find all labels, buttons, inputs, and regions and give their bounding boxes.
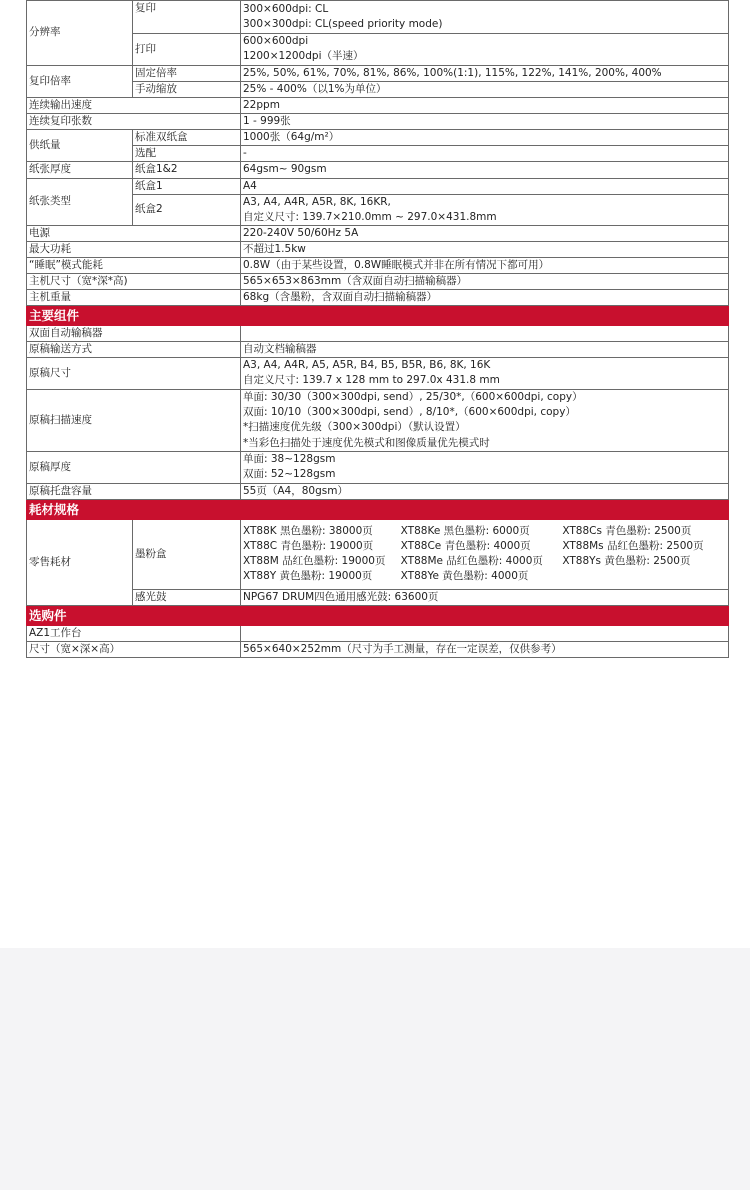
resolution-row-print <box>27 34 729 66</box>
spec-sheet <box>26 0 728 658</box>
toner-item: XT88M 品红色墨粉: 19000页 <box>243 555 386 568</box>
paper-type-label: 纸张类型 <box>27 178 133 226</box>
duplex-feeder-row <box>27 326 729 342</box>
scan-speed-value-3: *扫描速度优先级（300×300dpi）（默认设置） <box>243 421 466 434</box>
feed-method-row <box>27 342 729 358</box>
drum-label: 感光鼓 <box>133 589 241 605</box>
output-speed-label: 连续输出速度 <box>27 97 241 113</box>
resolution-copy-value-2: 300×300dpi: CL(speed priority mode) <box>243 18 443 30</box>
magnification-manual-label: 手动缩放 <box>133 81 241 97</box>
feed-method-label: 原稿输送方式 <box>27 342 241 358</box>
toner-item: XT88K 黑色墨粉: 38000页 <box>243 524 373 537</box>
resolution-print-value-2: 1200×1200dpi（半速） <box>243 50 364 63</box>
resolution-copy-label: 复印 <box>133 1 241 34</box>
paper-type-row-tray1 <box>27 178 729 194</box>
sleep-power-label: “睡眠”模式能耗 <box>27 258 241 274</box>
max-power-value: 不超过1.5kw <box>241 242 729 258</box>
toner-line <box>243 524 726 539</box>
paper-type-tray1-value: A4 <box>241 178 729 194</box>
paper-supply-standard-label: 标准双纸盒 <box>133 129 241 145</box>
paper-thickness-row <box>27 161 729 178</box>
resolution-print-label: 打印 <box>133 34 241 66</box>
weight-value: 68kg（含墨粉，含双面自动扫描输稿器） <box>241 290 729 306</box>
toner-item: XT88Y 黄色墨粉: 19000页 <box>243 570 373 583</box>
stand-label: AZ1工作台 <box>27 625 241 641</box>
paper-supply-standard-value: 1000张（64g/m²） <box>241 129 729 145</box>
paper-thickness-label: 纸张厚度 <box>27 161 133 178</box>
original-thickness-value-1: 单面: 38~128gsm <box>243 452 336 465</box>
paper-supply-label: 供纸量 <box>27 129 133 161</box>
toner-line <box>243 539 726 554</box>
resolution-print-value-1: 600×600dpi <box>243 35 309 47</box>
stand-row <box>27 625 729 641</box>
section-main-components <box>27 306 729 326</box>
toner-item <box>562 569 726 584</box>
original-size-values <box>241 358 729 390</box>
stand-size-row <box>27 641 729 657</box>
stand-size-value: 565×640×252mm（尺寸为手工测量，存在一定误差，仅供参考） <box>241 641 729 657</box>
drum-value: NPG67 DRUM四色通用感光鼓: 63600页 <box>241 589 729 605</box>
paper-thickness-sub-label: 纸盒1&2 <box>133 161 241 178</box>
resolution-label: 分辨率 <box>27 1 133 66</box>
max-power-row <box>27 242 729 258</box>
output-speed-row <box>27 97 729 113</box>
resolution-row-copy <box>27 1 729 34</box>
paper-supply-row-option <box>27 145 729 161</box>
max-power-label: 最大功耗 <box>27 242 241 258</box>
toner-item: XT88Ys 黄色墨粉: 2500页 <box>562 555 691 568</box>
toner-values <box>241 519 729 589</box>
magnification-label: 复印倍率 <box>27 65 133 97</box>
toner-item: XT88Ke 黑色墨粉: 6000页 <box>400 524 530 537</box>
continuous-copies-value: 1 - 999张 <box>241 113 729 129</box>
paper-type-row-tray2 <box>27 194 729 226</box>
feed-method-value: 自动文档输稿器 <box>241 342 729 358</box>
section-options <box>27 605 729 625</box>
dimensions-value: 565×653×863mm（含双面自动扫描输稿器） <box>241 274 729 290</box>
scan-speed-value-2: 双面: 10/10（300×300dpi, send）, 8/10*,（600×600dpi, copy） <box>243 406 576 419</box>
paper-type-tray1-label: 纸盒1 <box>133 178 241 194</box>
weight-row <box>27 290 729 306</box>
original-size-label: 原稿尺寸 <box>27 358 241 390</box>
magnification-row-manual <box>27 81 729 97</box>
scan-speed-value-1: 单面: 30/30（300×300dpi, send）, 25/30*,（600×600dpi, copy） <box>243 390 583 403</box>
toner-item: XT88Ye 黄色墨粉: 4000页 <box>400 570 529 583</box>
sleep-power-value: 0.8W（由于某些设置，0.8W睡眠模式并非在所有情况下都可用） <box>241 258 729 274</box>
paper-type-tray2-values <box>241 194 729 226</box>
power-value: 220-240V 50/60Hz 5A <box>241 226 729 242</box>
resolution-copy-values <box>241 1 729 34</box>
dimensions-row <box>27 274 729 290</box>
footer-background <box>0 948 750 1190</box>
toner-label: 墨粉盒 <box>133 519 241 589</box>
original-thickness-values <box>241 451 729 483</box>
dimensions-label: 主机尺寸（宽*深*高) <box>27 274 241 290</box>
scan-speed-label: 原稿扫描速度 <box>27 389 241 451</box>
original-thickness-value-2: 双面: 52~128gsm <box>243 468 336 481</box>
original-size-value-2: 自定义尺寸: 139.7 x 128 mm to 297.0x 431.8 mm <box>243 374 500 387</box>
toner-line <box>243 569 726 584</box>
paper-supply-option-label: 选配 <box>133 145 241 161</box>
spec-table <box>26 0 729 658</box>
toner-line <box>243 554 726 569</box>
section-main-components-title: 主要组件 <box>27 306 729 326</box>
section-consumables-title: 耗材规格 <box>27 499 729 519</box>
original-thickness-label: 原稿厚度 <box>27 451 241 483</box>
toner-item: XT88Ce 青色墨粉: 4000页 <box>400 539 531 552</box>
magnification-row-fixed <box>27 65 729 81</box>
resolution-copy-value-1: 300×600dpi: CL <box>243 2 329 15</box>
magnification-fixed-value: 25%, 50%, 61%, 70%, 81%, 86%, 100%(1:1), 115%, 122%, 141%, 200%, 400% <box>241 65 729 81</box>
weight-label: 主机重量 <box>27 290 241 306</box>
duplex-feeder-label: 双面自动输稿器 <box>27 326 241 342</box>
paper-supply-row-standard <box>27 129 729 145</box>
toner-item: XT88Me 品红色墨粉: 4000页 <box>400 555 543 568</box>
power-label: 电源 <box>27 226 241 242</box>
drum-row <box>27 589 729 605</box>
paper-type-tray2-label: 纸盒2 <box>133 194 241 226</box>
retail-consumables-label: 零售耗材 <box>27 519 133 605</box>
tray-capacity-value: 55页（A4，80gsm） <box>241 483 729 499</box>
paper-thickness-value: 64gsm~ 90gsm <box>241 161 729 178</box>
tray-capacity-label: 原稿托盘容量 <box>27 483 241 499</box>
paper-type-tray2-value-2: 自定义尺寸: 139.7×210.0mm ~ 297.0×431.8mm <box>243 210 497 223</box>
original-size-row <box>27 358 729 390</box>
section-options-title: 选购件 <box>27 605 729 625</box>
scan-speed-row <box>27 389 729 451</box>
paper-supply-option-value: - <box>241 145 729 161</box>
sleep-power-row <box>27 258 729 274</box>
paper-type-tray2-value-1: A3, A4, A4R, A5R, 8K, 16KR, <box>243 195 391 208</box>
stand-size-label: 尺寸（宽×深×高） <box>27 641 241 657</box>
scan-speed-value-4: *当彩色扫描处于速度优先模式和图像质量优先模式时 <box>243 436 490 449</box>
toner-item: XT88C 青色墨粉: 19000页 <box>243 539 374 552</box>
original-size-value-1: A3, A4, A4R, A5, A5R, B4, B5, B5R, B6, 8K, 16K <box>243 359 491 372</box>
toner-item: XT88Ms 品红色墨粉: 2500页 <box>562 539 704 552</box>
original-thickness-row <box>27 451 729 483</box>
continuous-copies-row <box>27 113 729 129</box>
duplex-feeder-value <box>241 326 729 342</box>
continuous-copies-label: 连续复印张数 <box>27 113 241 129</box>
magnification-manual-value: 25% - 400%（以1%为单位） <box>241 81 729 97</box>
output-speed-value: 22ppm <box>241 97 729 113</box>
toner-item: XT88Cs 青色墨粉: 2500页 <box>562 524 692 537</box>
tray-capacity-row <box>27 483 729 499</box>
toner-row <box>27 519 729 589</box>
scan-speed-values <box>241 389 729 451</box>
section-consumables <box>27 499 729 519</box>
stand-value <box>241 625 729 641</box>
resolution-print-values <box>241 34 729 66</box>
power-row <box>27 226 729 242</box>
magnification-fixed-label: 固定倍率 <box>133 65 241 81</box>
